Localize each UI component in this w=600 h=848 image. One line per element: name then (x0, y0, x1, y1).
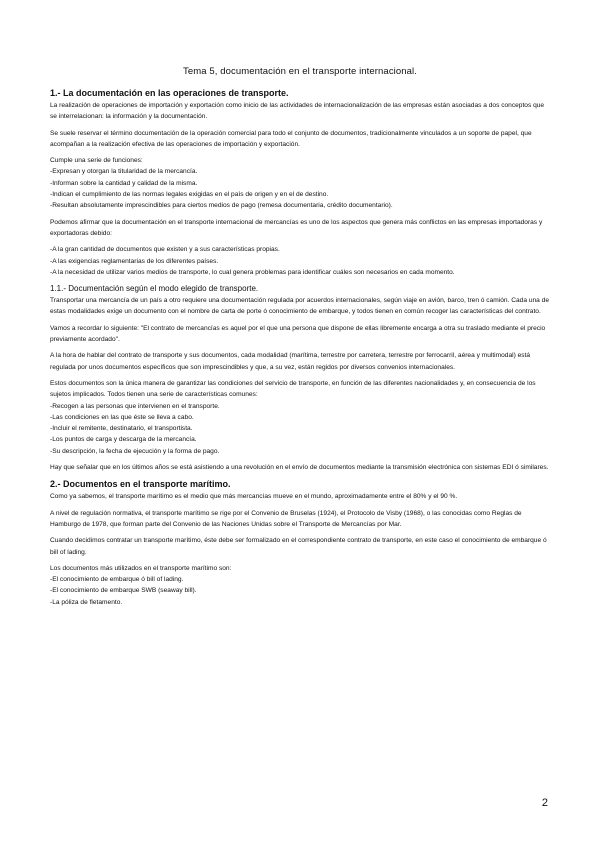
maritime-docs-lead: Los documentos más utilizados en el transporte marítimo son: (50, 564, 232, 572)
section-2-paragraph-1: Como ya sabemos, el transporte marítimo es el medio que más mercancías mueve en el mundo, aproximadamente entre el 80% y el 90 %. (50, 493, 458, 501)
section-1-1-paragraph-4: Estos documentos son la única manera de garantizar las condiciones del servicio de transporte, en función de las diferentes nacionalidades y, en consecuencia de los sujetos implicados. Todos tienen una serie de características comunes: (50, 379, 536, 399)
maritime-docs-list (50, 574, 552, 608)
list-item: -A la gran cantidad de documentos que existen y a sus características propias. (50, 246, 280, 254)
list-item: -Los puntos de carga y descarga de la mercancía. (50, 436, 197, 444)
list-item: -Su descripción, la fecha de ejecución y la forma de pago. (50, 447, 220, 455)
document-title: Tema 5, documentación en el transporte internacional. (183, 66, 417, 77)
features-list (50, 401, 552, 457)
section-1-paragraph-2: Se suele reservar el término documentación de la operación comercial para todo el conjunto de documentos, tradicionalmente vinculados a un soporte de papel, que acompañan a la realización efectiva de las operaciones de importación y exportación. (50, 129, 532, 148)
list-item: -Recogen a las personas que intervienen en el transporte. (50, 402, 220, 410)
section-2-paragraph-2: A nivel de regulación normativa, el transporte marítimo se rige por el Convenio de Bruselas (1924), el Protocolo de Visby (1968), o las conocidas como Reglas de Hamburgo de 1978, que forman parte del Convenio de las Naciones Unidas sobre el Transporte de Mercancías por Mar. (50, 509, 522, 528)
list-item: -Expresan y otorgan la titularidad de la mercancía. (50, 168, 198, 176)
list-item: -La póliza de fletamento. (50, 598, 123, 606)
list-item: -Resultan absolutamente imprescindibles para ciertos medios de pago (remesa documentaria, crédito documentario). (50, 202, 393, 210)
functions-lead: Cumple una serie de funciones: (50, 157, 143, 165)
list-item: -Incluir el remitente, destinatario, el transportista. (50, 425, 193, 433)
list-item: -Las condiciones en las que éste se lleva a cabo. (50, 413, 194, 421)
section-1-1-paragraph-5: Hay que señalar que en los últimos años se está asistiendo a una revolución en el envío de documentos mediante la transmisión electrónica con sistemas EDI ó similares. (50, 464, 549, 472)
list-item: -El conocimiento de embarque ó bill of lading. (50, 576, 184, 584)
section-2-heading: 2.- Documentos en el transporte marítimo. (50, 479, 231, 490)
functions-list (50, 166, 552, 211)
reasons-list (50, 244, 552, 278)
list-item: -A las exigencias reglamentarias de los diferentes países. (50, 257, 219, 265)
list-item: -Indican el cumplimiento de las normas legales exigidas en el país de origen y en el de destino. (50, 191, 329, 199)
section-2-paragraph-3: Cuando decidimos contratar un transporte marítimo, éste debe ser formalizado en el correspondiente contrato de transporte, en este caso el conocimiento de embarque ó bill of lading. (50, 537, 547, 556)
section-1-1-paragraph-1: Transportar una mercancía de un país a otro requiere una documentación regulada por acuerdos internacionales, según viaje en avión, barco, tren ó camión. Cada una de estas modalidades exige un documento con el nombre de carta de porte ó conocimiento de embarque, y todos tienen en común recoger las características del contrato. (50, 297, 549, 316)
section-1-heading: 1.- La documentación en las operaciones de transporte. (50, 88, 289, 98)
section-1-1-paragraph-3: A la hora de hablar del contrato de transporte y sus documentos, cada modalidad (marítima, terrestre por carretera, terrestre por ferrocarril, aérea y multimodal) está regulada por unos documentos específicos que son imprescindibles y que, a su vez, están regidos por diversos convenios internacionales. (50, 352, 531, 371)
section-1-1-heading: 1.1.- Documentación según el modo elegido de transporte. (50, 284, 259, 294)
list-item: -El conocimiento de embarque SWB (seaway bill). (50, 587, 197, 595)
page-number: 2 (541, 797, 548, 809)
section-1-paragraph-1: La realización de operaciones de importación y exportación como inicio de las actividades de internacionalización de las empresas están asociadas a dos conceptos que se interrelacionan: la información y la documentación. (50, 102, 545, 121)
functions-block (50, 155, 552, 211)
maritime-docs-block (50, 563, 552, 608)
features-block (50, 378, 552, 457)
document-body (50, 88, 552, 613)
section-1-1-paragraph-2: Vamos a recordar lo siguiente: "El contrato de mercancías es aquel por el que una persona que dispone de ellas libremente encarga a otra su traslado mediante el precio previamente acordado". (50, 324, 546, 344)
list-item: -Informan sobre la cantidad y calidad de la misma. (50, 179, 198, 187)
section-1-paragraph-3: Podemos afirmar que la documentación en el transporte internacional de mercancías es uno de los aspectos que genera más conflictos en las empresas importadoras y exportadoras debido: (50, 218, 543, 237)
list-item: -A la necesidad de utilizar varios medios de transporte, lo cual genera problemas para identificar cuáles son necesarios en cada momento. (50, 268, 455, 276)
